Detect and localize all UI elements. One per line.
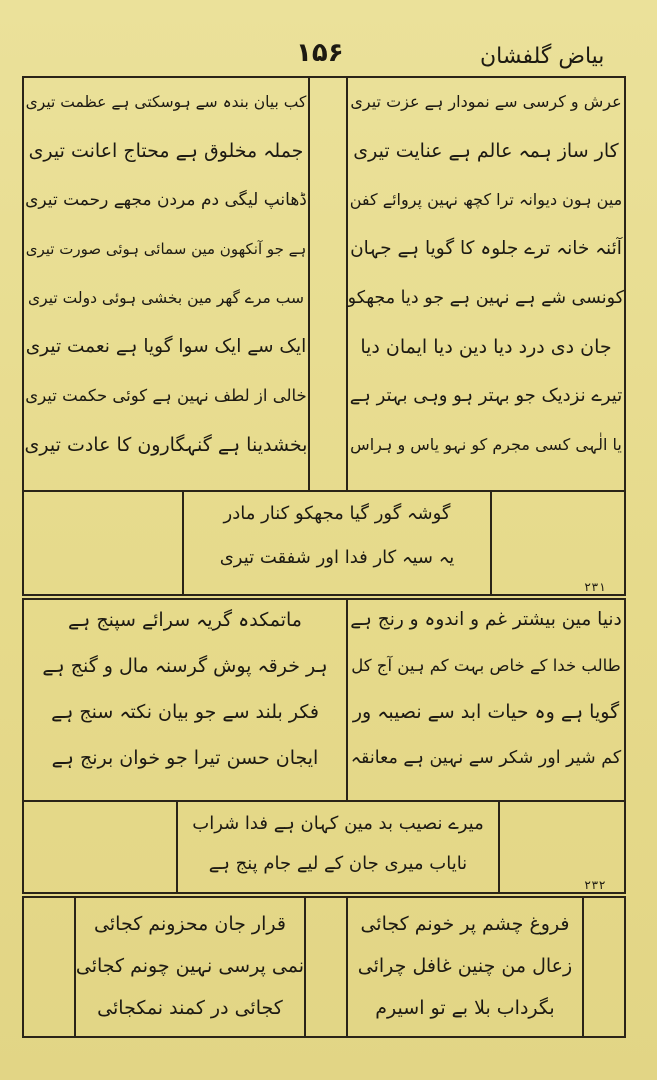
book-title: بیاض گلفشان bbox=[480, 44, 605, 69]
verse-line: سب مرے گھر مین بخشی ہوئی دولت تیری bbox=[28, 289, 304, 307]
verse-line: زعال من چنین غافل چرائی bbox=[357, 955, 573, 977]
frame-line bbox=[22, 896, 626, 898]
verse-line: کب بیان بندہ سے ہوسکتی ہے عظمت تیری bbox=[25, 93, 307, 111]
verse-line: ہر خرقہ پوش گرسنہ مال و گنج ہے bbox=[42, 655, 328, 677]
frame-line bbox=[22, 896, 24, 1038]
page-number: ۱۵۶ bbox=[296, 38, 344, 68]
frame-line bbox=[498, 800, 500, 894]
verse-line: جملہ مخلوق ہے محتاج اعانت تیری bbox=[28, 140, 304, 162]
verse-line: نمی پرسی نہین چونم کجائی bbox=[75, 955, 304, 977]
verse-line: یا الٰہی کسی مجرم کو نہو یاس و ہراس bbox=[350, 435, 622, 454]
frame-line bbox=[490, 490, 492, 596]
verse-line: ماتمکدہ گریہ سرائے سپنج ہے bbox=[68, 609, 302, 631]
verse-line: آئنہ خانہ ترے جلوہ کا گویا ہے جہان bbox=[350, 238, 622, 259]
verse-line: طالب خدا کے خاص بہت کم ہین آج کل bbox=[351, 656, 621, 675]
frame-line bbox=[22, 594, 626, 596]
verse-line: بگرداب بلا بے تو اسیرم bbox=[375, 997, 555, 1019]
verse-line: جان دی درد دیا دین دیا ایمان دیا bbox=[360, 336, 612, 358]
verse-line: کار ساز ہمہ عالم ہے عنایت تیری bbox=[353, 140, 619, 162]
frame-line bbox=[304, 896, 306, 1038]
verse-line: خالی از لطف نہین ہے کوئی حکمت تیری bbox=[25, 386, 307, 405]
verse-line: فکر بلند سے جو بیان نکتہ سنج ہے bbox=[51, 701, 319, 723]
verse-line: تیرے نزدیک جو بہتر ہو وہی بہتر ہے bbox=[349, 385, 623, 406]
frame-line bbox=[22, 490, 626, 492]
verse-number: ۲۳۱ bbox=[584, 580, 606, 594]
frame-line bbox=[624, 598, 626, 894]
verse-number: ۲۳۲ bbox=[584, 878, 606, 892]
frame-line bbox=[624, 76, 626, 596]
frame-line bbox=[624, 896, 626, 1038]
verse-line: دنیا مین بیشتر غم و اندوہ و رنج ہے bbox=[350, 609, 622, 630]
verse-line: ڈھانپ لیگی دم مردن مجھے رحمت تیری bbox=[25, 190, 307, 210]
closing-verse: میرے نصیب بد مین کہان ہے فدا شراب bbox=[192, 813, 484, 834]
frame-line bbox=[22, 892, 626, 894]
closing-verse: یہ سیہ کار فدا اور شفقت تیری bbox=[219, 547, 455, 568]
frame-line bbox=[22, 1036, 626, 1038]
verse-line: کم شیر اور شکر سے نہین ہے معانقہ bbox=[350, 748, 622, 768]
verse-line: عرش و کرسی سے نمودار ہے عزت تیری bbox=[350, 92, 622, 111]
verse-line: مین ہون دیوانہ ترا کچھ نہین پروائے کفن bbox=[349, 190, 623, 209]
verse-line: ایک سے ایک سوا گویا ہے نعمت تیری bbox=[25, 336, 307, 357]
verse-line: ہے جو آنکھون مین سمائی ہوئی صورت تیری bbox=[25, 240, 307, 258]
frame-line bbox=[22, 800, 626, 802]
closing-verse: گوشہ گور گیا مجھکو کنار مادر bbox=[223, 503, 451, 524]
verse-line: قرار جان محزونم کجائی bbox=[94, 913, 286, 935]
frame-line bbox=[22, 76, 626, 78]
frame-line bbox=[22, 598, 626, 600]
verse-line: بخشدینا ہے گنہگارون کا عادت تیری bbox=[24, 434, 308, 456]
verse-line: گویا ہے وہ حیات ابد سے نصیبہ ور bbox=[352, 701, 620, 723]
verse-line: فروغ چشم پر خونم کجائی bbox=[360, 913, 570, 935]
verse-line: ایجان حسن تیرا جو خوان برنج ہے bbox=[51, 747, 319, 769]
closing-verse: نایاب میری جان کے لیے جام پنج ہے bbox=[208, 853, 468, 874]
frame-line bbox=[308, 76, 310, 490]
frame-line bbox=[582, 896, 584, 1038]
verse-line: کونسی شے ہے نہین ہے جو دیا مجھکو bbox=[347, 288, 624, 308]
verse-line: کجائی در کمند نمکجائی bbox=[97, 997, 283, 1019]
